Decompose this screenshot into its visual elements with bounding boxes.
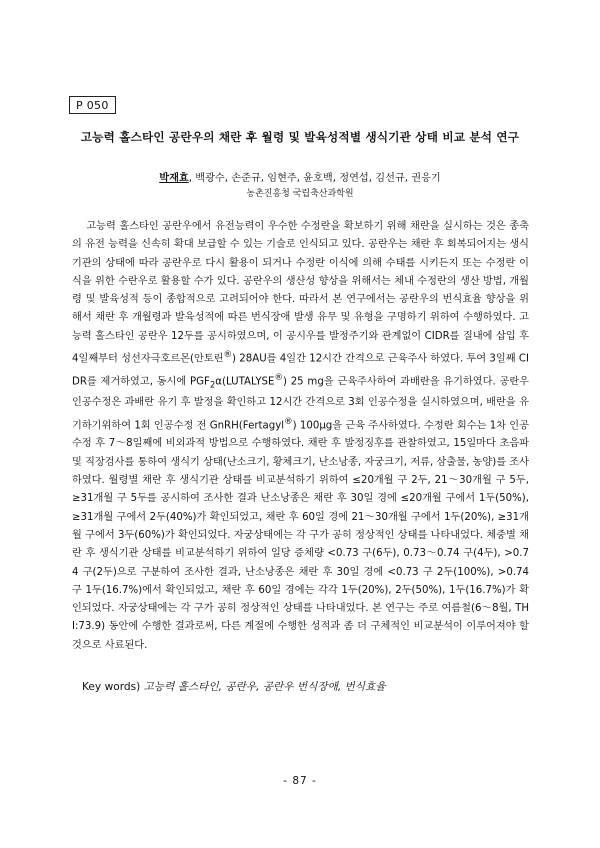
affiliation: 농촌진흥청 국립축산과학원 xyxy=(246,189,354,199)
abstract-text-3: (LUTALYSE xyxy=(222,376,275,388)
presenting-author: 박재효 xyxy=(159,173,189,184)
registered-mark: ® xyxy=(223,350,233,361)
keywords-label: Key words) xyxy=(82,681,141,693)
abstract-text-1: 고능력 홀스타인 공란우에서 유전능력이 우수한 수정란을 확보하기 위해 채란을 실시하는 것은 종축의 유전 능력을 신속히 확대 보급할 수 있는 기술로 인식되고 있다. 공란우는 채란 후 회복되어지는 생식기관의 상태에 따라 공란우로 다시 활용이 되거나 수정란 이식에 의해 수태를 시키든지 또는 수정란 이식을 위한 수란우로 활용할 수가 있다. 공란우의 생산성 향상을 위해서는 체내 수정란의 생산 방법, 개월령 및 발육성적 등이 종합적으로 고려되어야 한다. 따라서 본 연구에서는 공란우의 번식효율 향상을 위해서 채란 후 개월령과 발육성적에 따른 번식장애 발생 유무 및 유형을 구명하기 위하여 수행하였다. 고능력 홀스타인 공란우 12두를 공시하였으며, 이 공시우를 발정주기와 관계없이 CIDR를 질내에 삽입 후 4일째부터 성선자극호르몬(안토린 xyxy=(72,221,529,365)
paper-title: 고능력 홀스타인 공란우의 채란 후 월령 및 발육성적별 생식기관 상태 비교 분석 연구 xyxy=(80,130,520,144)
abstract-text-6: g을 근육 주사하였다. 수정란 회수는 1차 인공수정 후 7～8일째에 비외과적 방법으로 수행하였다. 채란 후 발정징후를 관찰하였고, 15일마다 초음파 및 직장검사를 통하여 생식기 상태(난소크기, 황체크기, 난소낭종, 자궁크기, 저류, 삼출물, 농양)를 조사하였다. 월령별 채란 후 생식기관 상태를 비교분석하기 위하여 ≤20개월 구 2두, 21～30개월 구 5두, ≥31개월 구 5두를 공시하여 조사한 결과 난소낭종은 채란 후 30일 경에 ≤20개월 구에서 1두(50%), ≥31개월 구에서 2두(40%)가 확인되었고, 채란 후 60일 경에 21～30개월 구에서 1두(20%), ≥31개월 구에서 3두(60%)가 확인되었다. 자궁상태에는 각 구가 공히 정상적인 상태를 나타내었다. 체중별 채란 후 생식기관 상태를 비교분석하기 위하여 일당 증체량 <0.73 구(6두), 0.73～0.74 구(4두), >0.74 구(2두)으로 구분하여 조사한 결과, 난소낭종은 채란 후 30일 경에 <0.73 구 2두(100%), >0.74 구 1두(16.7%)에서 확인되었고, 채란 후 60일 경에는 각각 1두(20%), 2두(50%), 1두(16.7%)가 확인되었다. 자궁상태에는 각 구가 공히 정상적인 상태를 나타내었다. 본 연구는 주로 여름철(6～8월, THI:73.9) 동안에 수행한 결과로써, 다른 계절에 수행한 성적과 좀 더 구체적인 비교분석이 이루어져야 할 것으로 사료된다. xyxy=(72,420,529,651)
abstract-text-5: ) 100 xyxy=(292,420,320,432)
subscript-two: 2 xyxy=(209,380,216,391)
registered-mark: ® xyxy=(274,372,283,383)
abstract-code: P 050 xyxy=(76,99,109,112)
abstract-code-box xyxy=(69,96,116,114)
abstract-text-2: ) 28AU를 4일간 12시간 간격으로 근육주사 하였다. 투여 3일째 CIDR를 제거하였고, 동시에 PGF xyxy=(72,353,529,388)
registered-mark: ® xyxy=(284,416,293,427)
abstract-text-4: ) 25 mg을 근육주사하여 과배란을 유기하였다. 공란우 인공수정은 과배란 유기 후 발정을 확인하고 12시간 간격으로 3회 인공수정을 실시하였으며, 배란을 유기하기위하여 1회 인공수정 전 GnRH(Fertagyl xyxy=(72,376,529,432)
alpha-symbol: α xyxy=(215,376,223,388)
abstract-body xyxy=(72,218,529,655)
mu-symbol: μ xyxy=(319,420,326,432)
keywords-line xyxy=(82,679,385,694)
author-list xyxy=(0,169,600,184)
co-authors: , 백광수, 손준규, 임현주, 윤호백, 정연섭, 김선규, 권응기 xyxy=(188,173,441,184)
keywords-value: 고능력 홀스타인, 공란우, 공란우 번식장애, 번식효율 xyxy=(143,681,386,693)
page-number: - 87 - xyxy=(283,775,317,787)
